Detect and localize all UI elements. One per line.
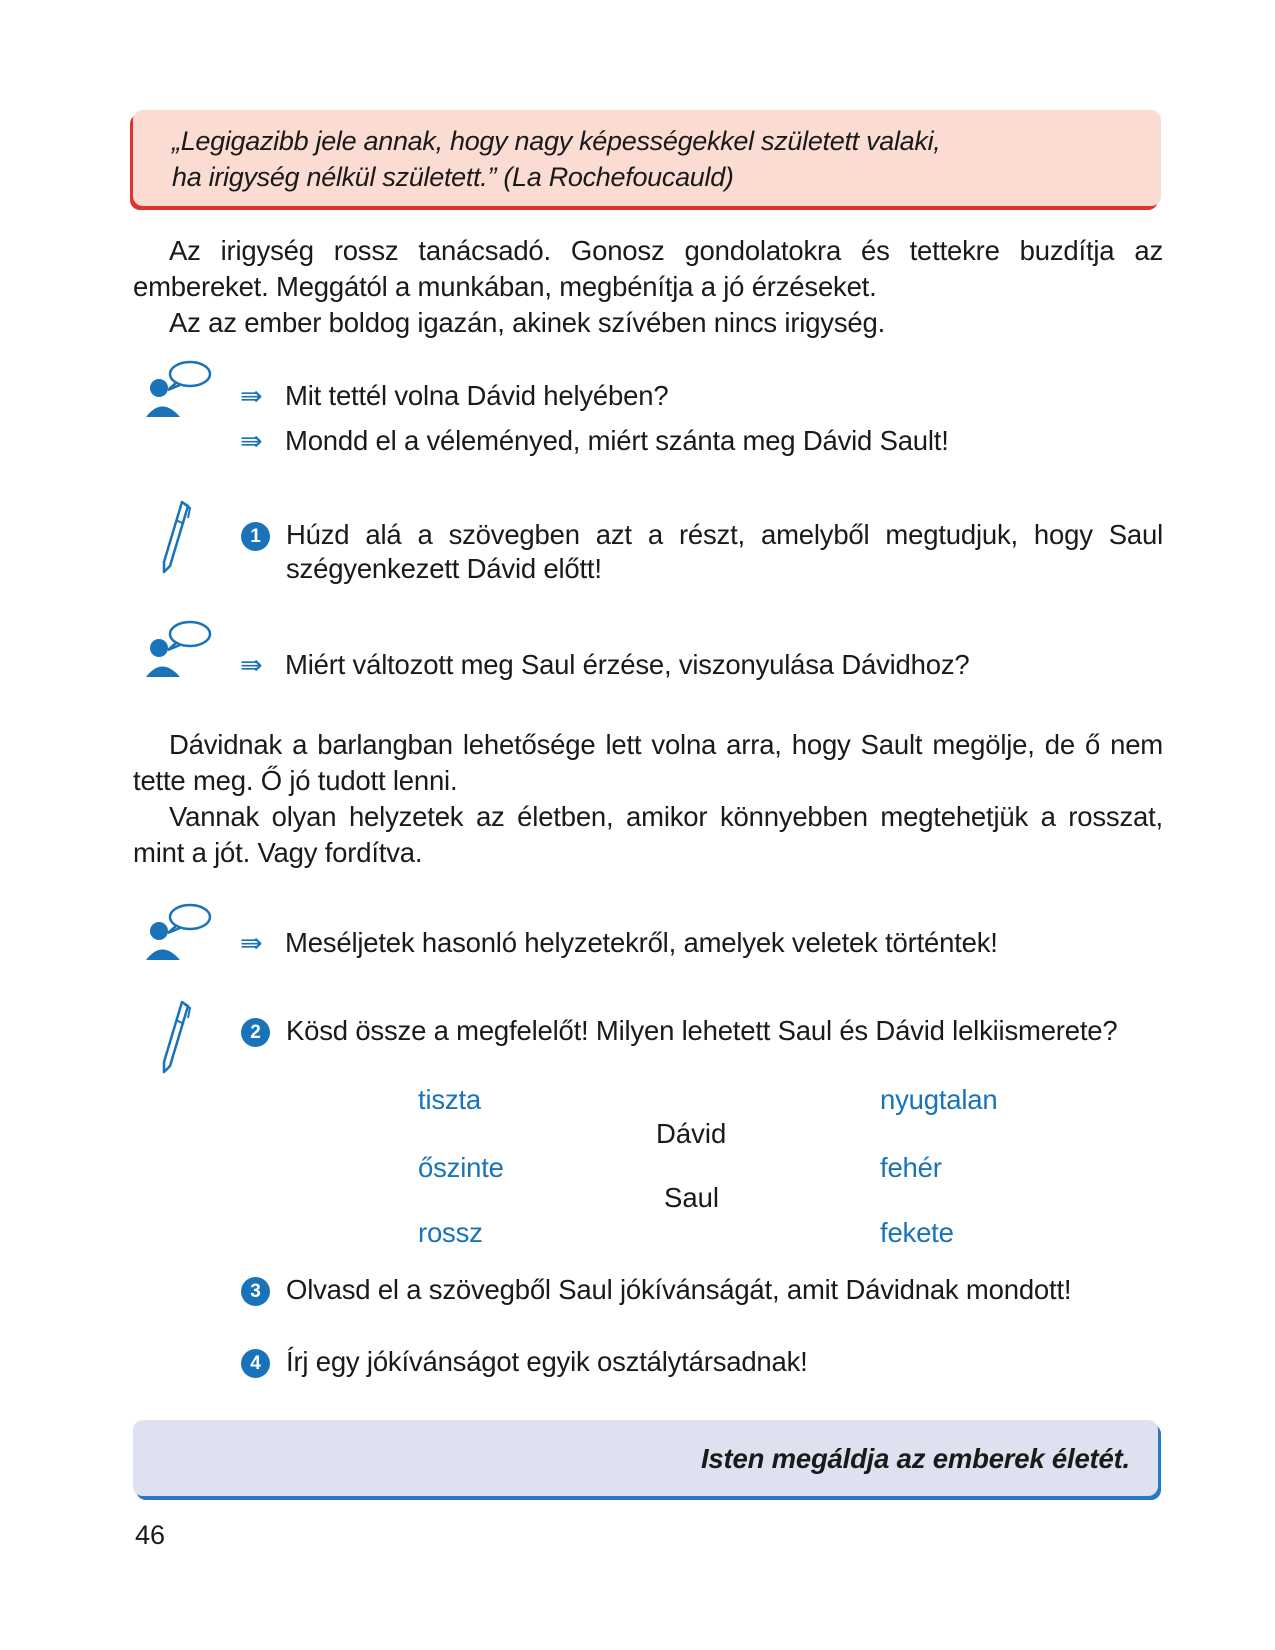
pen-icon [160, 500, 200, 575]
left-word: őszinte [418, 1152, 504, 1183]
discussion3-question1: Meséljetek hasonló helyzetekről, amelyek veletek történtek! [285, 927, 998, 958]
pen-icon [160, 1000, 200, 1075]
discussion1-question1: Mit tettél volna Dávid helyében? [285, 380, 669, 411]
center-word: Saul [664, 1182, 720, 1213]
intro-p2: Az az ember boldog igazán, akinek szívében nincs irigység. [169, 307, 886, 338]
quote-line-1: „Legigazibb jele annak, hogy nagy képességekkel született valaki, [172, 126, 941, 156]
task2-number-badge: 2 [241, 1018, 270, 1047]
arrow-icon: ⇛ [240, 381, 263, 411]
arrow-icon: ⇛ [240, 650, 263, 680]
left-word: rossz [418, 1217, 483, 1248]
task2-text: Kösd össze a megfelelőt! Milyen lehetett Saul és Dávid lelkiismerete? [286, 1015, 1118, 1046]
center-word: Dávid [656, 1118, 727, 1149]
arrow-icon: ⇛ [240, 426, 263, 456]
discussion2-question1: Miért változott meg Saul érzése, viszonyulása Dávidhoz? [285, 649, 970, 680]
right-word: nyugtalan [880, 1084, 998, 1115]
task4-text: Írj egy jókívánságot egyik osztálytársadnak! [286, 1346, 808, 1377]
intro-p1: Az irigység rossz tanácsadó. Gonosz gondolatokra és tettekre buzdítja az embereket. Meggától a munkában, megbénítja a jó érzéseket. [133, 235, 1163, 302]
quote-line-2: ha irigység nélkül született.” (La Rochefoucauld) [172, 162, 734, 192]
quote-text [172, 123, 1132, 195]
left-word: tiszta [418, 1084, 481, 1115]
arrow-icon: ⇛ [240, 928, 263, 958]
right-word: fekete [880, 1217, 954, 1248]
discussion-icon [146, 905, 216, 965]
page-number: 46 [135, 1520, 166, 1550]
middle-p2: Vannak olyan helyzetek az életben, amikor könnyebben megtehetjük a rosszat, mint a jót. Vagy fordítva. [133, 801, 1163, 868]
task3-number-badge: 3 [241, 1277, 270, 1306]
discussion1-question2: Mondd el a véleményed, miért szánta meg Dávid Sault! [285, 425, 949, 456]
task1-text: Húzd alá a szövegben azt a részt, amelyből megtudjuk, hogy Saul szégyenkezett Dávid előtt! [286, 519, 1163, 584]
task4-number-badge: 4 [241, 1349, 270, 1378]
discussion-icon [146, 362, 216, 422]
right-word: fehér [880, 1152, 942, 1183]
middle-p1: Dávidnak a barlangban lehetősége lett volna arra, hogy Sault megölje, de ő nem tette meg. Ő jó tudott lenni. [133, 729, 1163, 796]
task1-number-badge: 1 [241, 522, 270, 551]
motto-text: Isten megáldja az emberek életét. [700, 1443, 1130, 1474]
discussion-icon [146, 622, 216, 682]
task3-text: Olvasd el a szövegből Saul jókívánságát, amit Dávidnak mondott! [286, 1274, 1072, 1305]
intro-paragraph [133, 233, 1163, 341]
middle-paragraph [133, 727, 1163, 871]
